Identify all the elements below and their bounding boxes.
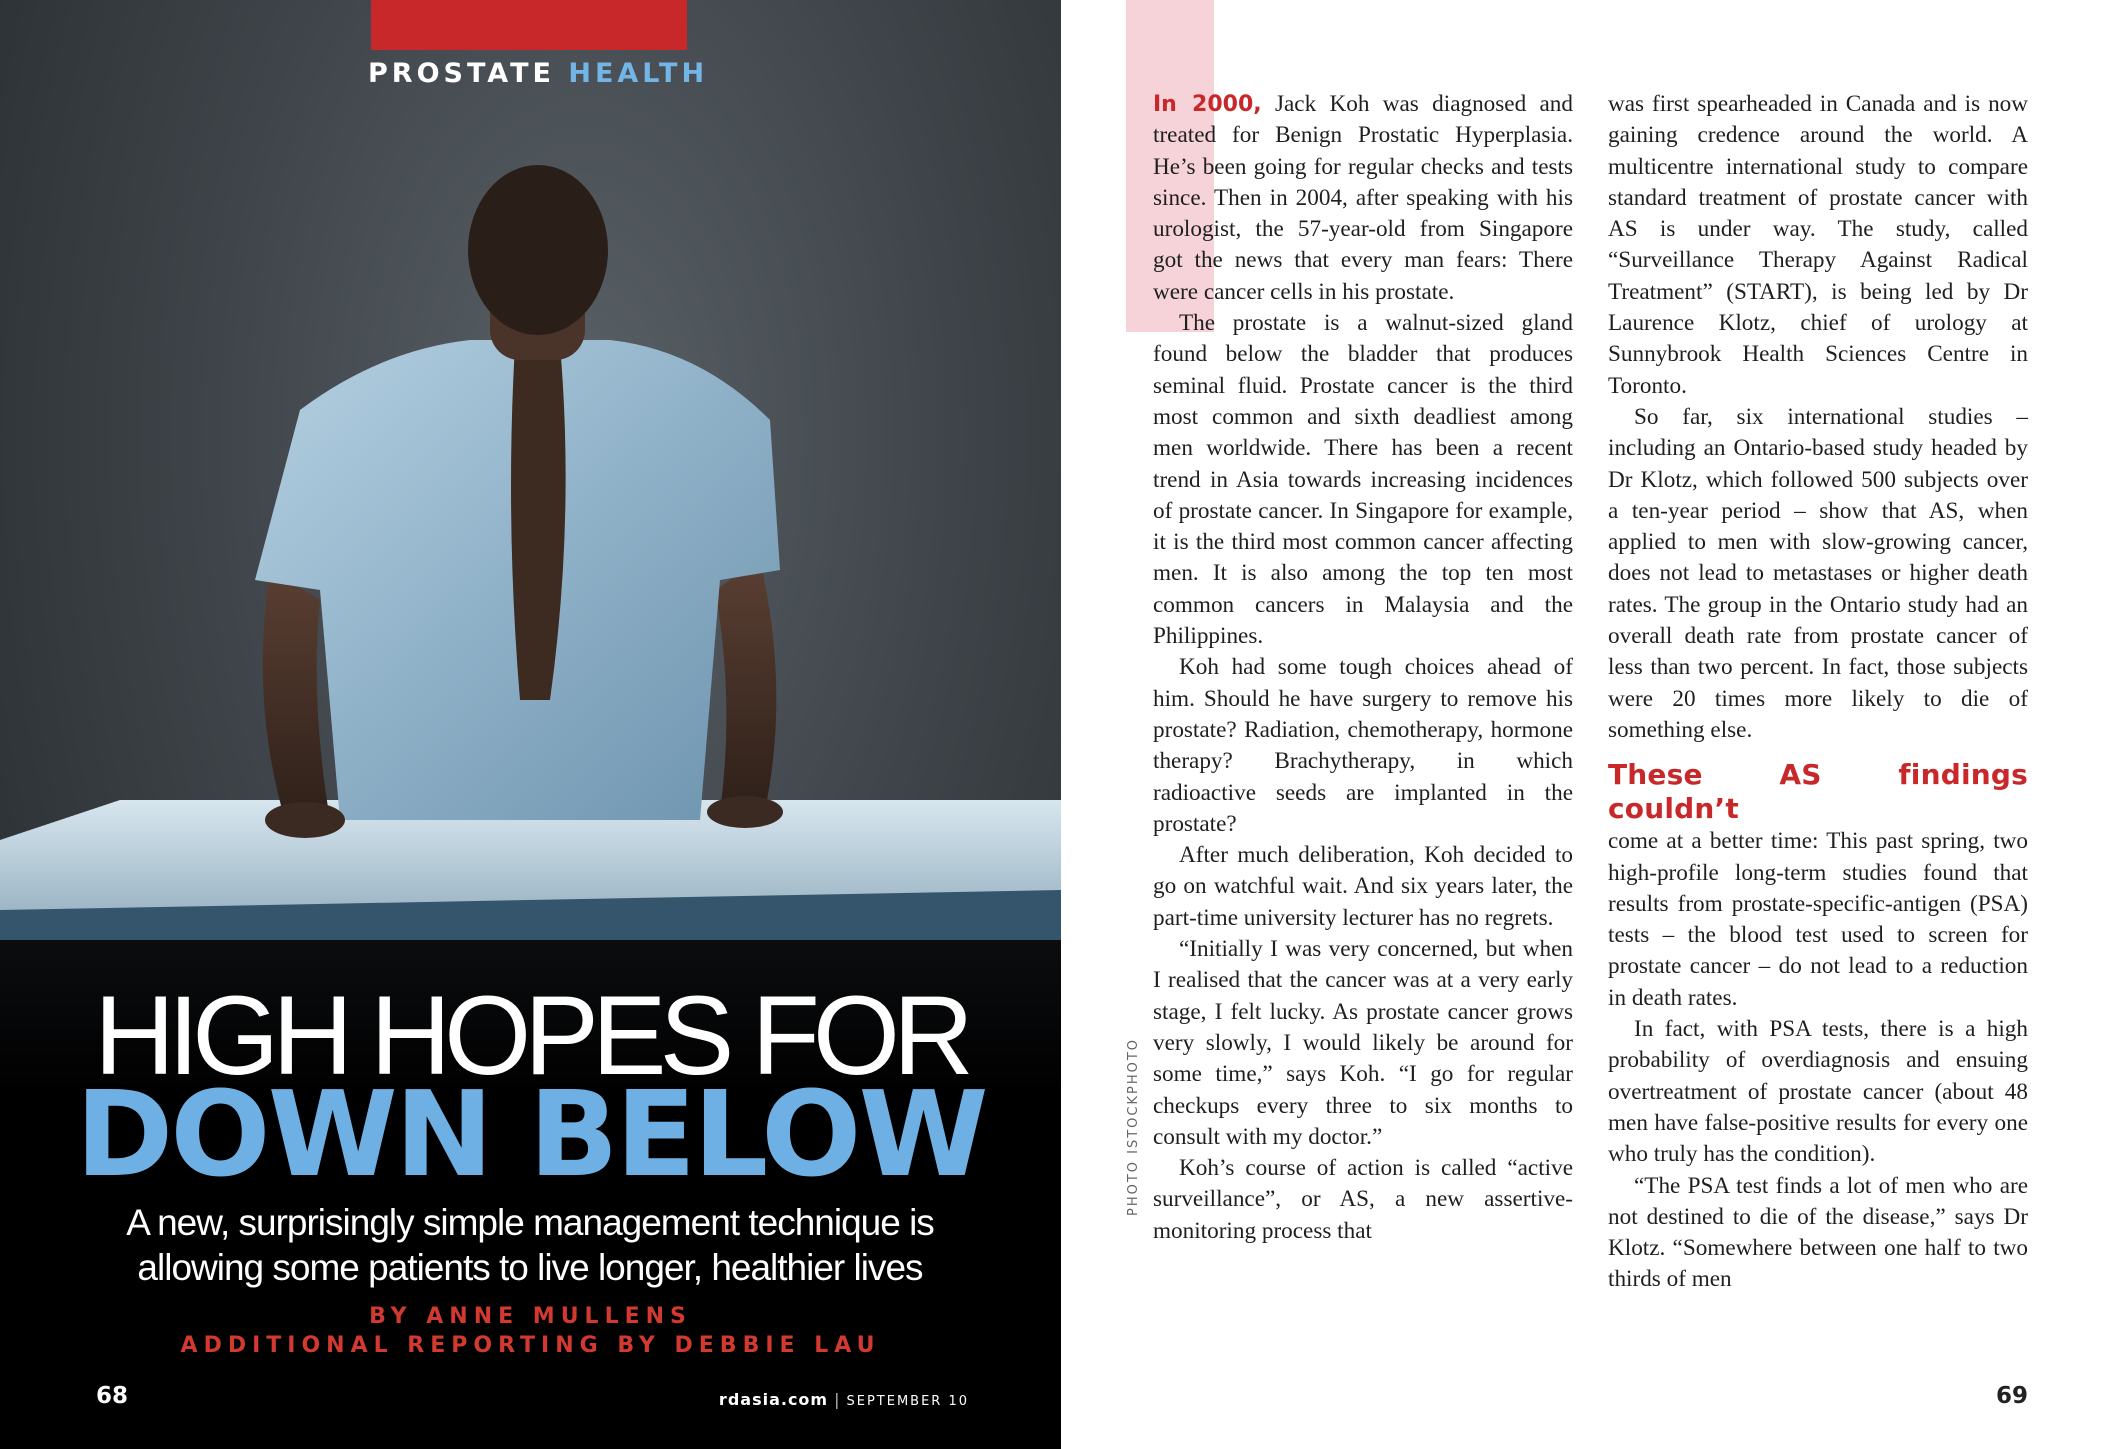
right-hand xyxy=(707,796,783,828)
paragraph: After much deliberation, Koh decided to go on watchful wait. And six years later, the part-time university lecturer has no regrets. xyxy=(1153,842,1573,931)
additional-reporting: ADDITIONAL REPORTING BY DEBBIE LAU xyxy=(180,1333,881,1358)
headline-line2: DOWN BELOW xyxy=(75,1065,986,1203)
footer-separator: | xyxy=(834,1390,841,1409)
page-number-right: 69 xyxy=(1996,1383,2029,1409)
section-label-word2: HEALTH xyxy=(568,58,709,89)
page-number-left: 68 xyxy=(96,1383,129,1409)
paragraph: Koh’s course of action is called “active surveillance”, or AS, a new assertive-monitoring process that xyxy=(1153,1155,1573,1244)
headline-line1: HIGH HOPES FOR xyxy=(94,973,967,1098)
photo-credit: PHOTO ISTOCKPHOTO xyxy=(1126,1037,1141,1216)
paragraph: Koh had some tough choices ahead of him. Should he have surgery to remove his prostate? Radiation, chemotherapy, hormone therapy? Brachytherapy, in which radioactive seeds are implanted in the prostate? xyxy=(1153,654,1573,837)
paragraph-text: Jack Koh was diagnosed and treated for Benign Prostatic Hyperplasia. He’s been going for regular checks and tests since. Then in 2004, after speaking with his urologist, the 57-year-old from Singapore got the news that every man fears: There were cancer cells in his prostate. xyxy=(1153,91,1573,305)
left-arm xyxy=(263,570,330,820)
deck xyxy=(80,1200,980,1290)
section-label xyxy=(368,58,708,89)
text-column-1 xyxy=(1153,89,1573,1247)
right-arm xyxy=(715,560,776,812)
deck-line2: allowing some patients to live longer, healthier lives xyxy=(137,1247,923,1288)
paragraph xyxy=(1153,89,1573,308)
subhead: These AS findings couldn’t xyxy=(1608,758,2028,826)
head xyxy=(468,165,608,335)
footer-issue: SEPTEMBER 10 xyxy=(846,1394,969,1409)
section-label-word1: PROSTATE xyxy=(368,58,555,89)
byline: BY ANNE MULLENS xyxy=(369,1304,692,1329)
lead-in: In 2000, xyxy=(1153,92,1262,117)
section-tab xyxy=(371,0,687,50)
text-column-2 xyxy=(1608,89,2028,1296)
paragraph: The prostate is a walnut-sized gland found below the bladder that produces seminal fluid. Prostate cancer is the third most common and sixth deadliest among men worldwide. There has been a recent trend in Asia towards increasing incidences of prostate cancer. In Singapore for example, it is the third most common cancer affecting men. It is also among the top ten most common cancers in Malaysia and the Philippines. xyxy=(1153,310,1573,650)
footer-site: rdasia.com xyxy=(718,1390,829,1409)
deck-line1: A new, surprisingly simple management technique is xyxy=(126,1202,934,1243)
paragraph: In fact, with PSA tests, there is a high probability of overdiagnosis and ensuing overtreatment of prostate cancer (about 48 men have false-positive results for every one who truly has the condition). xyxy=(1608,1016,2028,1168)
paragraph: So far, six international studies – including an Ontario-based study headed by Dr Klotz, which followed 500 subjects over a ten-year period – show that AS, when applied to men with slow-growing cancer, does not lead to metastases or higher death rates. The group in the Ontario study had an overall death rate from prostate cancer of less than two percent. In fact, those subjects were 20 times more likely to die of something else. xyxy=(1608,403,2028,743)
paragraph: come at a better time: This past spring, two high-profile long-term studies found that results from prostate-specific-antigen (PSA) tests – the blood test used to screen for prostate cancer – do not lead to a reduction in death rates. xyxy=(1608,828,2028,1011)
left-hand xyxy=(265,802,345,838)
paragraph: was first spearheaded in Canada and is now gaining credence around the world. A multicentre international study to compare standard treatment of prostate cancer with AS is under way. The study, called “Surveillance Therapy Against Radical Treatment” (START), is being led by Dr Laurence Klotz, chief of urology at Sunnybrook Health Sciences Centre in Toronto. xyxy=(1608,91,2028,399)
hero-photo xyxy=(0,100,1061,940)
paragraph: “The PSA test finds a lot of men who are not destined to die of the disease,” says Dr Klotz. “Somewhere between one half to two thirds of men xyxy=(1608,1172,2028,1293)
paragraph: “Initially I was very concerned, but when I realised that the cancer was at a very early stage, I felt lucky. As prostate cancer grows very slowly, I would likely be around for some time,” says Koh. “I go for regular checkups every three to six months to consult with my doctor.” xyxy=(1153,936,1573,1150)
footer xyxy=(719,1390,969,1409)
